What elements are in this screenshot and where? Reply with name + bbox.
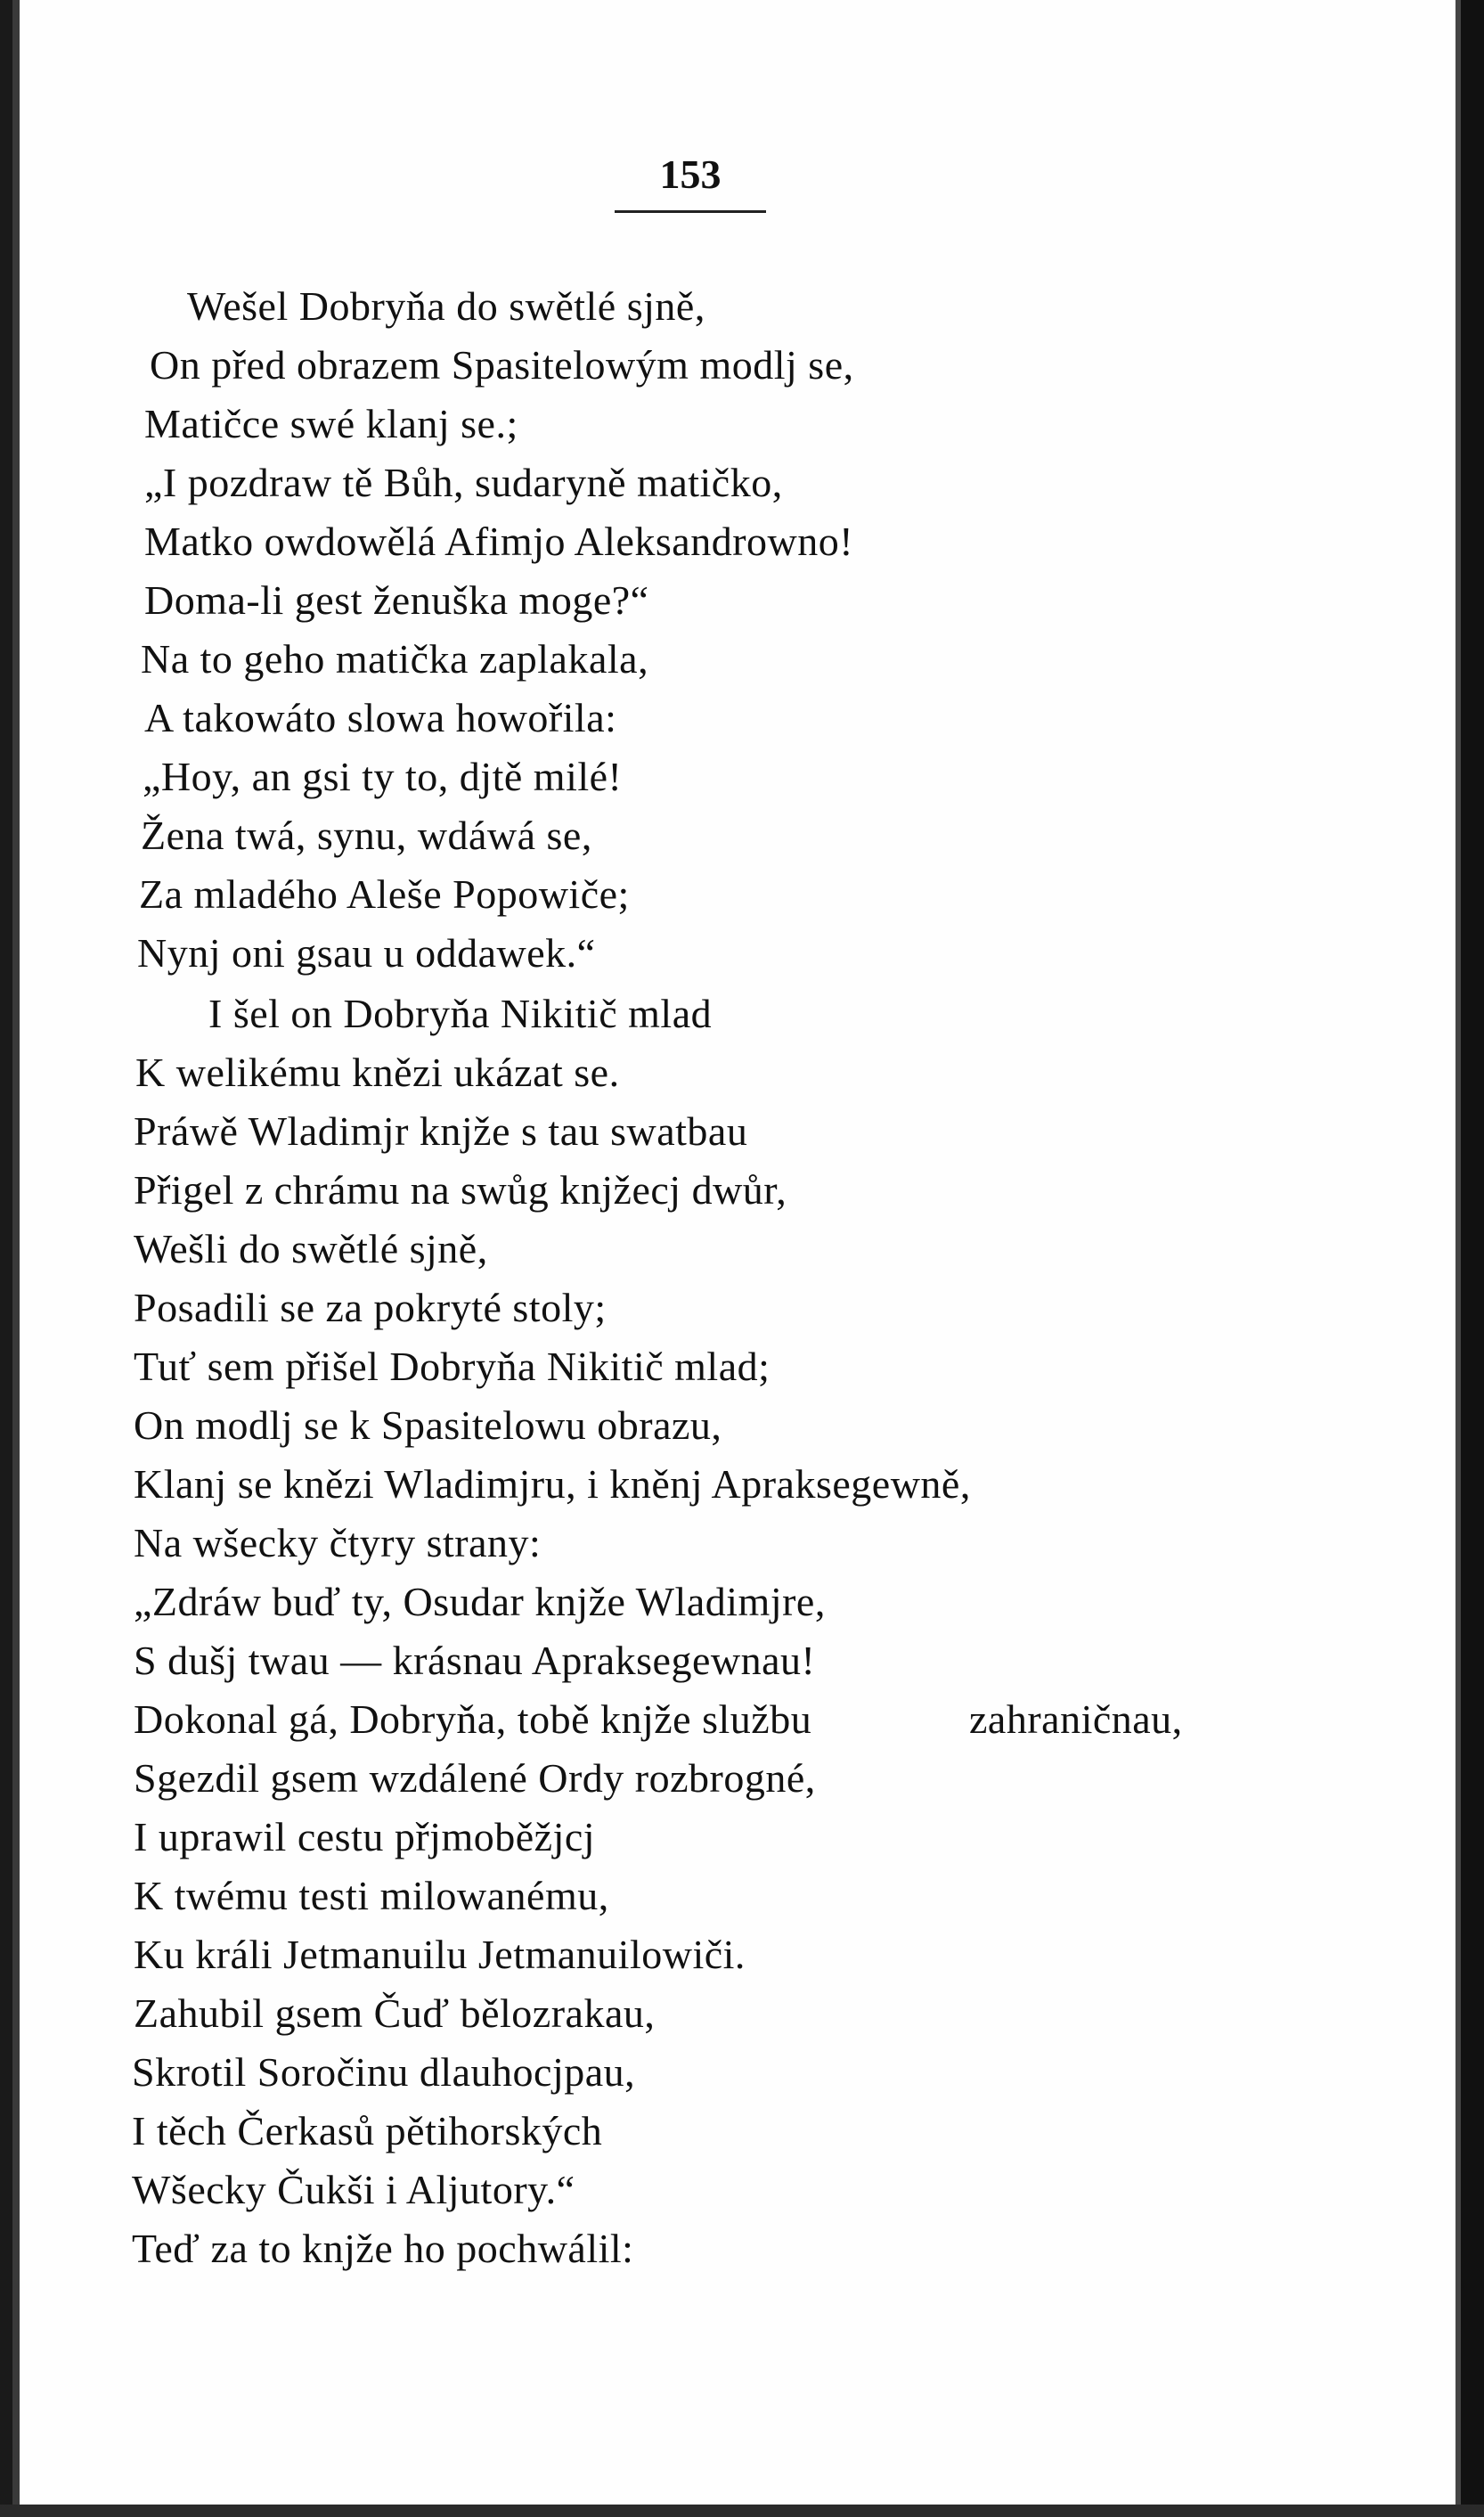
verse-line: Klanj se knězi Wladimjru, i kněnj Apraksegewně, [134,1461,971,1507]
verse-line: Nynj oni gsau u oddawek.“ [137,930,596,976]
verse-line: Posadili se za pokryté stoly; [134,1285,607,1330]
page-number: 153 [659,151,722,197]
verse-line: „I pozdraw tě Bůh, sudaryně matičko, [144,460,783,505]
verse-line: K twému testi milowanému, [134,1873,609,1918]
verse-line: Práwě Wladimjr knjže s tau swatbau [134,1108,748,1154]
scan-edge-left-shadow [12,0,20,2517]
verse-line: Na to geho matička zaplakala, [141,636,649,682]
verse-line: S dušj twau — krásnau Apraksegewnau! [134,1638,816,1683]
verse-line: Sgezdil gsem wzdálené Ordy rozbrogné, [134,1755,816,1801]
verse-line: Přigel z chrámu na swůg knjžecj dwůr, [134,1167,787,1213]
verse-line: Teď za to knjže ho pochwálil: [132,2226,634,2271]
verse-line: I těch Čerkasů pětihorských [132,2108,603,2153]
verse-line: Skrotil Soročinu dlauhocjpau, [132,2049,636,2095]
scan-edge-right [1461,0,1484,2517]
verse-line: A takowáto slowa howořila: [144,695,617,740]
scan-edge-left [0,0,12,2517]
verse-line: Matičce swé klanj se.; [144,401,518,446]
verse-line: I šel on Dobryňa Nikitič mlad [208,991,713,1036]
verse-line: Dokonal gá, Dobryňa, tobě knjže službu [134,1696,812,1742]
verse-line: Wšecky Čukši i Aljutory.“ [132,2167,575,2212]
verse-line: Wešli do swětlé sjně, [134,1226,488,1271]
verse-line: K welikému knězi ukázat se. [135,1050,620,1095]
verse-line: Žena twá, synu, wdáwá se, [141,813,592,858]
verse-line: Doma-li gest ženuška moge?“ [144,577,649,623]
verse-line-continuation: zahraničnau, [969,1696,1183,1742]
verse-line: On před obrazem Spasitelowým modlj se, [150,342,854,388]
verse-line: On modlj se k Spasitelowu obrazu, [134,1402,722,1448]
scan-edge-right-shadow [1455,0,1461,2517]
verse-line: Wešel Dobryňa do swětlé sjně, [187,283,705,329]
verse-line: I uprawil cestu přjmoběžjcj [134,1814,596,1859]
verse-line: Matko owdowělá Afimjo Aleksandrowno! [144,519,854,564]
verse-line: Ku králi Jetmanuilu Jetmanuilowiči. [134,1932,746,1977]
page-number-rule [615,210,766,213]
verse-line: „Zdráw buď ty, Osudar knjže Wladimjre, [134,1579,826,1624]
verse-line: Za mladého Aleše Popowiče; [139,871,630,917]
verse-line: Na wšecky čtyry strany: [134,1520,542,1565]
verse-line: Zahubil gsem Čuď bělozrakau, [134,1990,656,2036]
verse-line: „Hoy, an gsi ty to, djtě milé! [143,754,623,799]
verse-line: Tuť sem přišel Dobryňa Nikitič mlad; [134,1344,771,1389]
scan-edge-bottom [0,2505,1484,2517]
